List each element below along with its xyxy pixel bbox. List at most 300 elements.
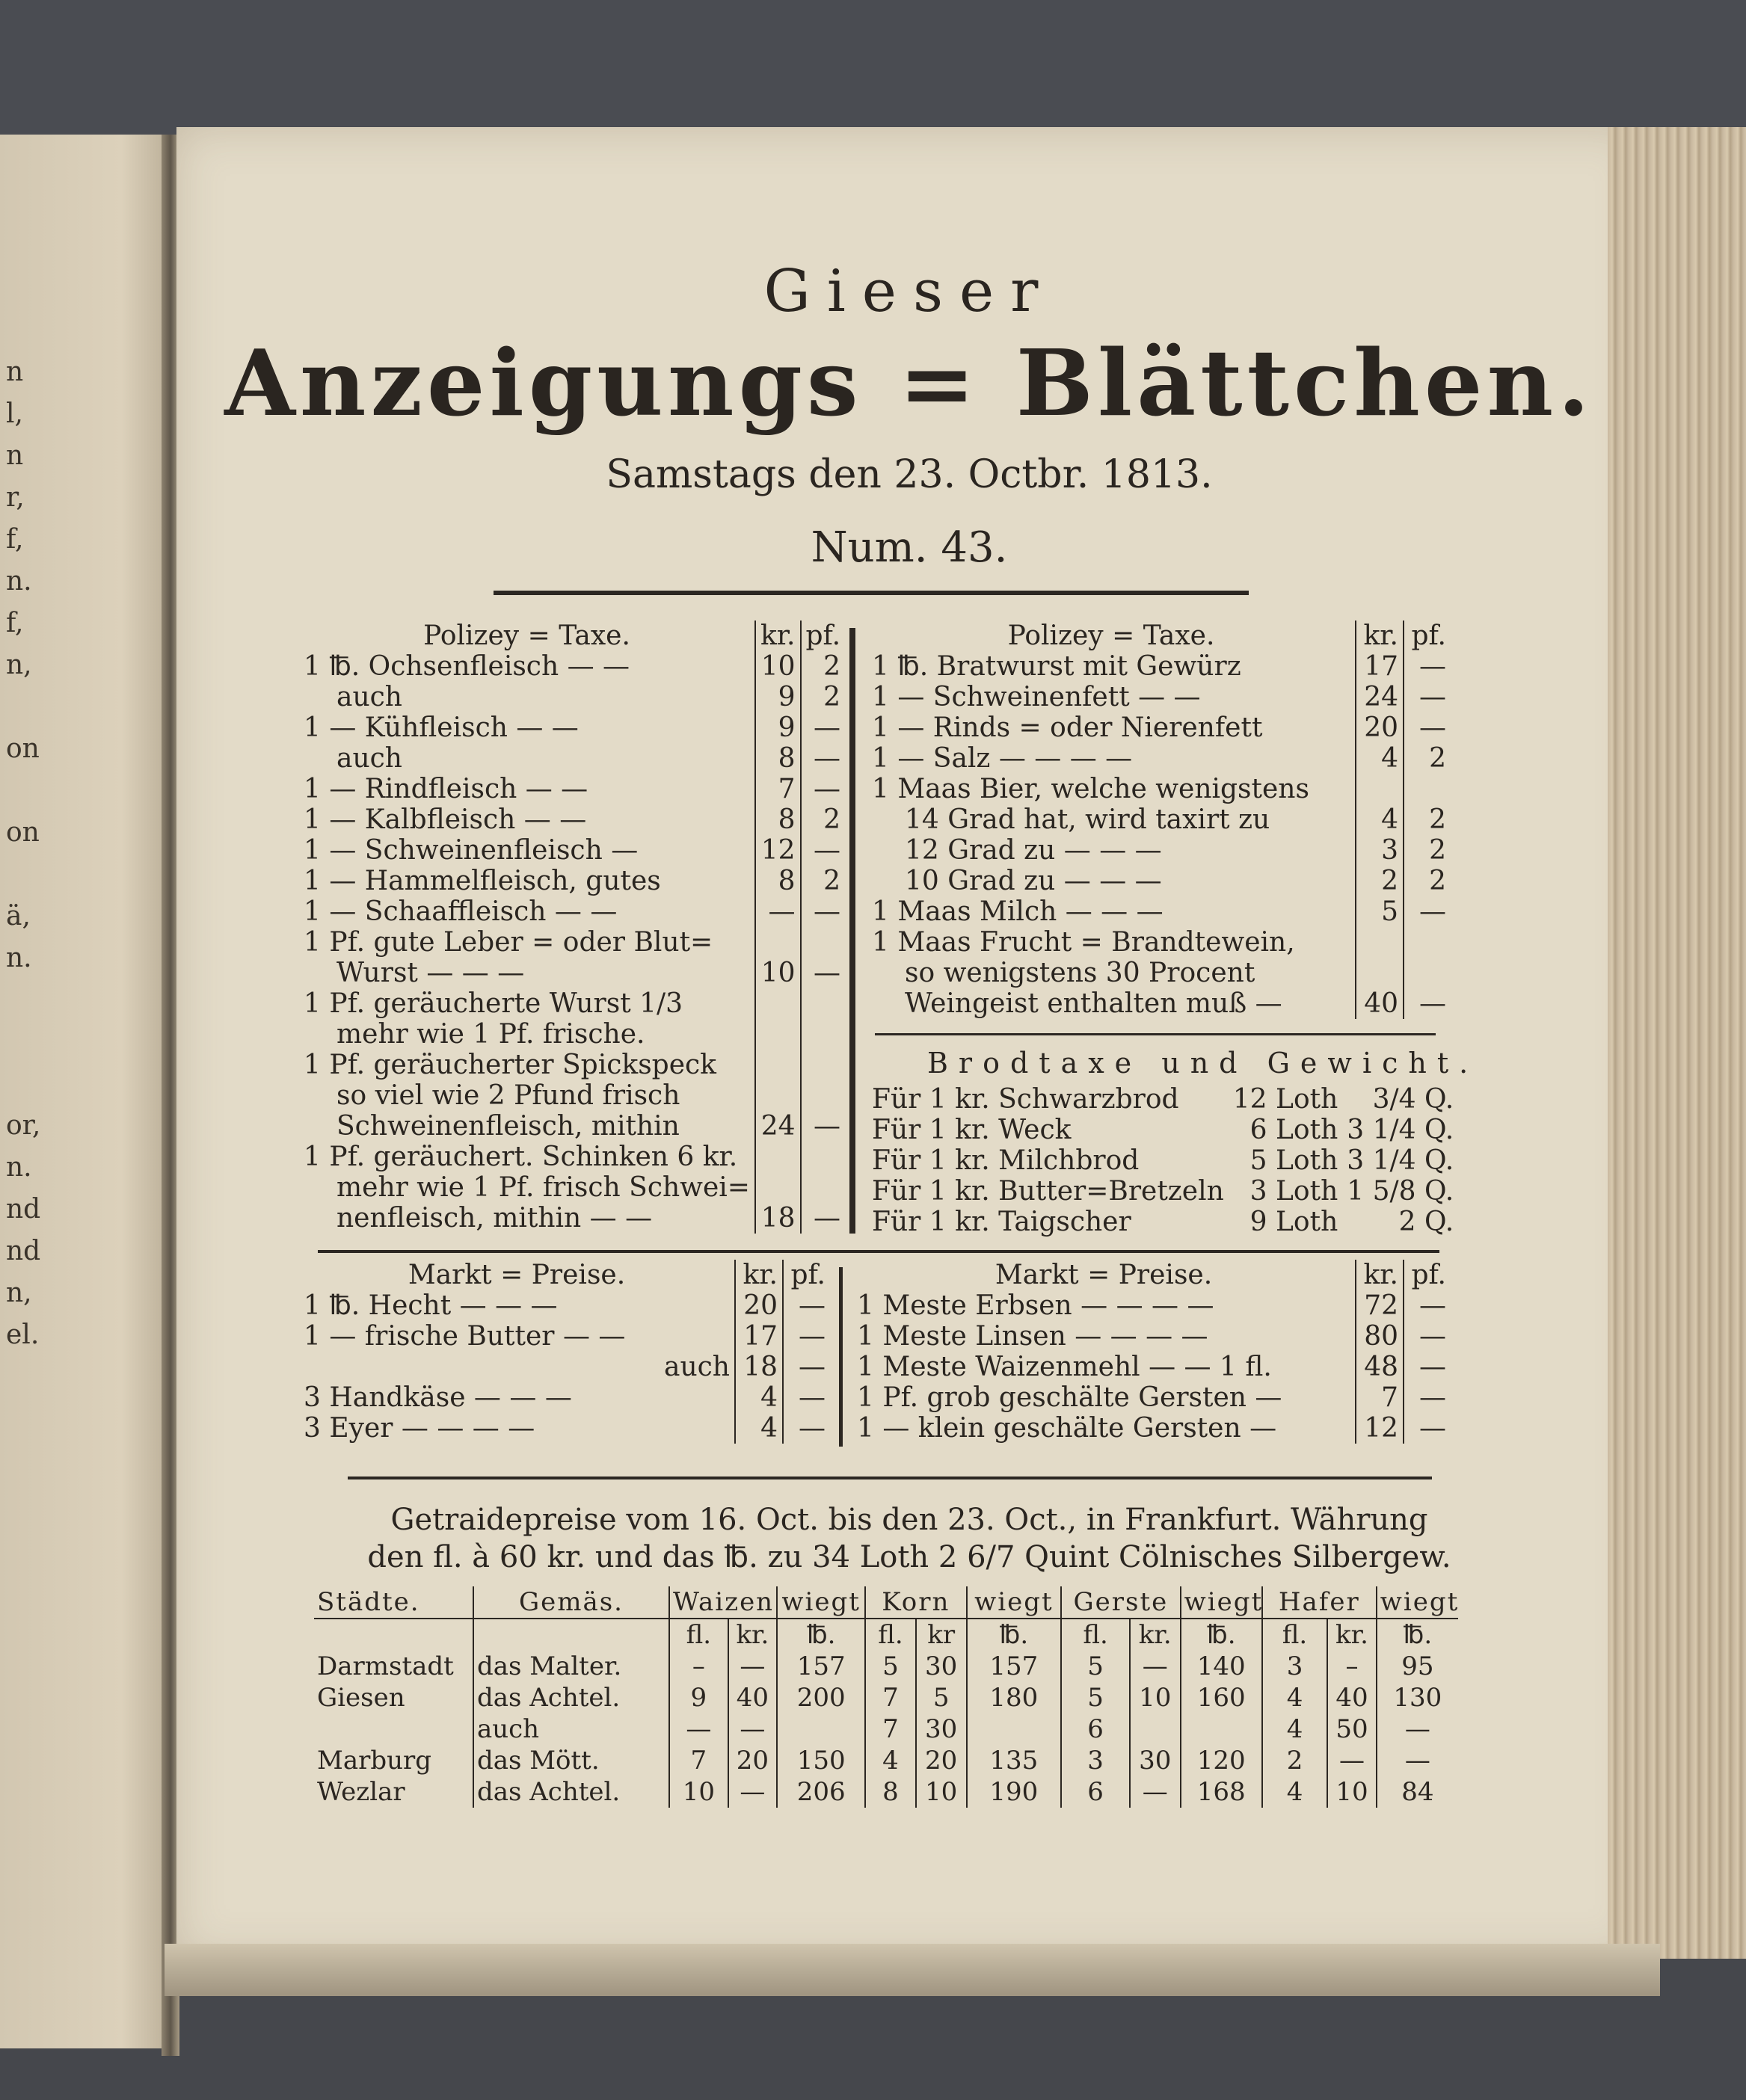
price-kr bbox=[755, 988, 801, 1019]
grain-value: 40 bbox=[1327, 1682, 1377, 1713]
item-label: 1 Pf. grob geschälte Gersten — bbox=[857, 1382, 1282, 1413]
price-pf: 2 bbox=[1404, 804, 1451, 835]
price-pf bbox=[801, 1172, 846, 1203]
bread-item: Für 1 kr. Weck bbox=[872, 1115, 1072, 1145]
left-page-fragment: r, bbox=[6, 482, 25, 513]
item-label: 1 Pf. geräucherte Wurst 1/3 bbox=[304, 988, 683, 1019]
section-title: Markt = Preise. bbox=[995, 1260, 1213, 1290]
unit-subheader: ℔. bbox=[777, 1619, 865, 1651]
item-label: 1 Maas Bier, welche wenigstens bbox=[872, 774, 1309, 804]
price-pf: 2 bbox=[1404, 866, 1451, 896]
grain-value: 50 bbox=[1327, 1713, 1377, 1745]
unit-subheader: kr. bbox=[1327, 1619, 1377, 1651]
city bbox=[314, 1713, 473, 1745]
price-pf: — bbox=[783, 1321, 830, 1352]
table-row bbox=[299, 1172, 845, 1203]
grain-value: 157 bbox=[777, 1651, 865, 1682]
price-pf: — bbox=[1404, 896, 1451, 927]
masthead-title: Anzeigungs = Blättchen. bbox=[224, 329, 1594, 437]
unit-subheader: ℔. bbox=[967, 1619, 1062, 1651]
grain-value: 157 bbox=[967, 1651, 1062, 1682]
price-kr: 18 bbox=[735, 1352, 783, 1382]
item-label: 1 — Rinds = oder Nierenfett bbox=[872, 712, 1263, 743]
price-kr: 24 bbox=[755, 1111, 801, 1142]
unit-pf: pf. bbox=[1404, 621, 1451, 651]
bread-weight-loth: 12 Loth bbox=[1232, 1084, 1338, 1115]
table-row bbox=[299, 743, 845, 774]
item-label: 1 Pf. geräucherter Spickspeck bbox=[304, 1050, 716, 1080]
table-row bbox=[299, 1080, 845, 1111]
item-label: so wenigstens 30 Procent bbox=[905, 958, 1255, 988]
item-label: 3 Handkäse — — — bbox=[304, 1382, 572, 1413]
price-kr: 12 bbox=[1356, 1413, 1404, 1444]
bread-weight-quint: 2 Q. bbox=[1398, 1207, 1454, 1237]
price-pf bbox=[801, 1019, 846, 1050]
item-label: 1 — Kühfleisch — — bbox=[304, 712, 579, 743]
item-label: 1 Maas Frucht = Brandtewein, bbox=[872, 927, 1295, 958]
section-title: Markt = Preise. bbox=[408, 1260, 626, 1290]
table-row bbox=[867, 712, 1451, 743]
item-label: Wurst — — — bbox=[336, 958, 525, 988]
table-row bbox=[867, 958, 1451, 988]
table-row bbox=[299, 1142, 845, 1172]
left-page-fragment bbox=[6, 770, 39, 812]
left-page-fragment: nd bbox=[6, 1236, 41, 1266]
price-pf: — bbox=[783, 1382, 830, 1413]
price-kr: 8 bbox=[755, 866, 801, 896]
masthead-date: Samstags den 23. Octbr. 1813. bbox=[606, 452, 1213, 497]
table-row bbox=[867, 835, 1451, 866]
price-kr: 10 bbox=[755, 651, 801, 682]
unit-kr: kr. bbox=[1356, 1260, 1404, 1290]
price-kr bbox=[1356, 927, 1404, 958]
polizey-taxe-right bbox=[867, 621, 1451, 1019]
item-label: 1 Maas Milch — — — bbox=[872, 896, 1164, 927]
grain-value: — bbox=[728, 1713, 778, 1745]
unit-pf: pf. bbox=[783, 1260, 830, 1290]
price-kr: 10 bbox=[755, 958, 801, 988]
grain-value: 168 bbox=[1181, 1776, 1262, 1808]
table-row bbox=[314, 1713, 1458, 1745]
table-row bbox=[299, 1352, 830, 1382]
getraide-line1: Getraidepreise vom 16. Oct. bis den 23. Oct., in Frankfurt. Währung bbox=[390, 1503, 1428, 1537]
price-pf bbox=[801, 1080, 846, 1111]
grain-value: 84 bbox=[1377, 1776, 1458, 1808]
grain-value: 190 bbox=[967, 1776, 1062, 1808]
price-pf: — bbox=[801, 743, 846, 774]
city: Giesen bbox=[317, 1683, 405, 1713]
table-row bbox=[867, 1145, 1458, 1176]
item-label: Schweinenfleisch, mithin bbox=[336, 1111, 680, 1142]
price-pf bbox=[801, 1142, 846, 1172]
left-page-fragment: ä, bbox=[6, 901, 31, 932]
masthead-rule bbox=[494, 591, 1249, 595]
markt-column-rule bbox=[839, 1267, 843, 1447]
unit-kr: kr. bbox=[755, 621, 801, 651]
price-pf: 2 bbox=[801, 866, 846, 896]
price-pf: 2 bbox=[1404, 743, 1451, 774]
price-kr: 17 bbox=[735, 1321, 783, 1352]
grain-value: 9 bbox=[669, 1682, 728, 1713]
bread-weight-loth: 3 Loth bbox=[1249, 1176, 1338, 1207]
unit-subheader: kr. bbox=[728, 1619, 778, 1651]
price-pf: — bbox=[1404, 1382, 1451, 1413]
grain-value: 20 bbox=[728, 1745, 778, 1776]
grain-value: 40 bbox=[728, 1682, 778, 1713]
bread-weight-loth: 9 Loth bbox=[1249, 1207, 1338, 1237]
price-pf: — bbox=[783, 1290, 830, 1321]
bread-weight-loth: 6 Loth bbox=[1249, 1115, 1338, 1145]
grain-value: 140 bbox=[1181, 1651, 1262, 1682]
item-label: 1 — Schaaffleisch — — bbox=[304, 896, 618, 927]
city: Marburg bbox=[317, 1746, 432, 1776]
unit-pf: pf. bbox=[801, 621, 846, 651]
grain-value: — bbox=[1130, 1776, 1181, 1808]
price-kr: 8 bbox=[755, 743, 801, 774]
table-row bbox=[867, 774, 1451, 804]
grain-value: 4 bbox=[865, 1745, 916, 1776]
masthead-number: Num. 43. bbox=[811, 523, 1008, 572]
masthead-line1: Gieser bbox=[763, 258, 1055, 325]
item-label: 1 ℔. Bratwurst mit Gewürz bbox=[872, 651, 1241, 682]
price-pf: — bbox=[1404, 1290, 1451, 1321]
grain-value: 10 bbox=[1327, 1776, 1377, 1808]
grain-value: 5 bbox=[1061, 1682, 1130, 1713]
table-row bbox=[867, 682, 1451, 712]
table-row bbox=[867, 1115, 1458, 1145]
left-page-fragment: n bbox=[6, 440, 24, 471]
table-row bbox=[299, 866, 845, 896]
price-pf: — bbox=[1404, 1413, 1451, 1444]
left-page-fragment: n, bbox=[6, 1278, 32, 1308]
city: Darmstadt bbox=[317, 1651, 454, 1681]
unit-subheader: kr. bbox=[1130, 1619, 1181, 1651]
unit-subheader: fl. bbox=[1262, 1619, 1327, 1651]
price-kr: — bbox=[755, 896, 801, 927]
unit-subheader: fl. bbox=[865, 1619, 916, 1651]
header-hafer: Hafer bbox=[1262, 1586, 1377, 1619]
grain-value: — bbox=[1130, 1651, 1181, 1682]
table-row bbox=[867, 1084, 1458, 1115]
price-kr: 4 bbox=[1356, 804, 1404, 835]
price-kr: 4 bbox=[1356, 743, 1404, 774]
grain-value: 130 bbox=[1377, 1682, 1458, 1713]
unit-subheader: ℔. bbox=[1377, 1619, 1458, 1651]
price-kr: 20 bbox=[735, 1290, 783, 1321]
item-label: mehr wie 1 Pf. frische. bbox=[336, 1019, 645, 1050]
measure: auch bbox=[473, 1713, 669, 1745]
unit-subheader: ℔. bbox=[1181, 1619, 1262, 1651]
price-pf bbox=[801, 927, 846, 958]
price-kr bbox=[755, 1050, 801, 1080]
price-kr: 5 bbox=[1356, 896, 1404, 927]
price-pf: — bbox=[801, 835, 846, 866]
price-pf bbox=[1404, 774, 1451, 804]
unit-kr: kr. bbox=[1356, 621, 1404, 651]
price-pf: — bbox=[783, 1352, 830, 1382]
price-kr bbox=[1356, 774, 1404, 804]
section-title: Polizey = Taxe. bbox=[423, 621, 630, 651]
price-kr bbox=[755, 1019, 801, 1050]
price-kr: 80 bbox=[1356, 1321, 1404, 1352]
table-row bbox=[299, 988, 845, 1019]
table-row bbox=[867, 804, 1451, 835]
price-pf: 2 bbox=[801, 682, 846, 712]
grain-value: 180 bbox=[967, 1682, 1062, 1713]
table-row bbox=[299, 1382, 830, 1413]
table-row bbox=[299, 958, 845, 988]
header-waizen-wiegt: wiegt bbox=[777, 1586, 865, 1619]
grain-value: 5 bbox=[1061, 1651, 1130, 1682]
header-korn: Korn bbox=[865, 1586, 966, 1619]
table-row bbox=[852, 1382, 1451, 1413]
grain-value: 4 bbox=[1262, 1682, 1327, 1713]
grain-value: 10 bbox=[916, 1776, 967, 1808]
getraide-line2: den fl. à 60 kr. und das ℔. zu 34 Loth 2 6/7 Quint Cölnisches Silbergew. bbox=[367, 1540, 1451, 1574]
price-kr: 7 bbox=[1356, 1382, 1404, 1413]
grain-value: 8 bbox=[865, 1776, 916, 1808]
bread-item: Für 1 kr. Butter=Bretzeln bbox=[872, 1176, 1224, 1207]
header-hafer-wiegt: wiegt bbox=[1377, 1586, 1458, 1619]
grain-value: — bbox=[728, 1651, 778, 1682]
price-kr: 7 bbox=[755, 774, 801, 804]
price-kr bbox=[755, 927, 801, 958]
item-label: 10 Grad zu — — — bbox=[905, 866, 1162, 896]
table-row bbox=[867, 988, 1451, 1019]
grain-value: — bbox=[728, 1776, 778, 1808]
grain-value: 7 bbox=[865, 1682, 916, 1713]
item-label: 1 Pf. gute Leber = oder Blut= bbox=[304, 927, 713, 958]
price-pf: — bbox=[801, 1111, 846, 1142]
grain-value bbox=[777, 1713, 865, 1745]
price-pf: — bbox=[801, 958, 846, 988]
price-pf: 2 bbox=[801, 804, 846, 835]
left-page-fragment: or, bbox=[6, 1110, 41, 1141]
price-kr bbox=[755, 1172, 801, 1203]
left-page-fragment bbox=[6, 979, 39, 1021]
grain-value: 200 bbox=[777, 1682, 865, 1713]
price-pf: — bbox=[783, 1413, 830, 1444]
left-page-fragment: on bbox=[6, 817, 40, 848]
item-label: 14 Grad hat, wird taxirt zu bbox=[905, 804, 1270, 835]
item-label: 3 Eyer — — — — bbox=[304, 1413, 535, 1444]
brodtaxe-table bbox=[867, 1084, 1458, 1237]
measure: das Achtel. bbox=[473, 1776, 669, 1808]
table-row bbox=[299, 682, 845, 712]
price-kr: 2 bbox=[1356, 866, 1404, 896]
unit-subheader: fl. bbox=[669, 1619, 728, 1651]
price-pf: 2 bbox=[1404, 835, 1451, 866]
getraide-rule bbox=[348, 1477, 1432, 1479]
price-pf: — bbox=[1404, 712, 1451, 743]
grain-value: 7 bbox=[669, 1745, 728, 1776]
item-label: auch bbox=[664, 1352, 730, 1382]
table-row bbox=[314, 1745, 1458, 1776]
getraide-table bbox=[314, 1586, 1458, 1808]
grain-value: — bbox=[669, 1713, 728, 1745]
grain-value: 20 bbox=[916, 1745, 967, 1776]
item-label: 12 Grad zu — — — bbox=[905, 835, 1162, 866]
price-kr bbox=[755, 1080, 801, 1111]
item-label: auch bbox=[336, 743, 402, 774]
table-row bbox=[299, 927, 845, 958]
price-kr: 3 bbox=[1356, 835, 1404, 866]
price-pf bbox=[1404, 927, 1451, 958]
left-page-fragment: el. bbox=[6, 1320, 40, 1350]
grain-value: 10 bbox=[1130, 1682, 1181, 1713]
bread-weight-quint: 3 1/4 Q. bbox=[1347, 1145, 1454, 1176]
price-kr: 72 bbox=[1356, 1290, 1404, 1321]
grain-value: 4 bbox=[1262, 1713, 1327, 1745]
unit-kr: kr. bbox=[735, 1260, 783, 1290]
price-kr: 17 bbox=[1356, 651, 1404, 682]
unit-subheader: fl. bbox=[1061, 1619, 1130, 1651]
item-label: 1 — Schweinenfleisch — bbox=[304, 835, 639, 866]
left-page-text-fragments bbox=[6, 351, 39, 1356]
table-row bbox=[867, 1176, 1458, 1207]
price-pf: — bbox=[1404, 988, 1451, 1019]
grain-value: 4 bbox=[1262, 1776, 1327, 1808]
price-pf: 2 bbox=[801, 651, 846, 682]
left-page-fragment bbox=[6, 854, 39, 896]
grain-value bbox=[1181, 1713, 1262, 1745]
left-page-fragment: n. bbox=[6, 1152, 32, 1183]
table-row bbox=[299, 774, 845, 804]
item-label: 1 — klein geschälte Gersten — bbox=[857, 1413, 1277, 1444]
subheader-row bbox=[314, 1619, 1458, 1651]
header-korn-wiegt: wiegt bbox=[967, 1586, 1062, 1619]
price-kr: 4 bbox=[735, 1382, 783, 1413]
table-row bbox=[314, 1776, 1458, 1808]
header-gerste-wiegt: wiegt bbox=[1181, 1586, 1262, 1619]
left-page-fragment bbox=[6, 1063, 39, 1105]
grain-value: 3 bbox=[1262, 1651, 1327, 1682]
header-waizen: Waizen bbox=[669, 1586, 777, 1619]
item-label: 1 ℔. Ochsenfleisch — — bbox=[304, 651, 630, 682]
grain-value: 5 bbox=[916, 1682, 967, 1713]
price-pf: — bbox=[1404, 1321, 1451, 1352]
table-row bbox=[867, 1207, 1458, 1237]
left-page-fragment: nd bbox=[6, 1194, 41, 1225]
table-row bbox=[867, 651, 1451, 682]
polizey-taxe-left bbox=[299, 621, 845, 1234]
bread-item: Für 1 kr. Taigscher bbox=[872, 1207, 1131, 1237]
left-page-fragment: l, bbox=[6, 398, 23, 429]
table-row bbox=[299, 1290, 830, 1321]
item-label: 1 — Salz — — — — bbox=[872, 743, 1133, 774]
table-row bbox=[299, 1019, 845, 1050]
grain-value: 150 bbox=[777, 1745, 865, 1776]
left-page-fragment: f, bbox=[6, 524, 24, 555]
price-pf: — bbox=[801, 896, 846, 927]
price-pf bbox=[1404, 958, 1451, 988]
price-pf: — bbox=[1404, 682, 1451, 712]
unit-pf: pf. bbox=[1404, 1260, 1451, 1290]
table-row bbox=[299, 651, 845, 682]
item-label: 1 — Hammelfleisch, gutes bbox=[304, 866, 661, 896]
price-kr: 48 bbox=[1356, 1352, 1404, 1382]
left-page-fragment: f, bbox=[6, 608, 24, 638]
item-label: auch bbox=[336, 682, 402, 712]
price-kr bbox=[755, 1142, 801, 1172]
background bbox=[0, 0, 1746, 142]
price-kr: 40 bbox=[1356, 988, 1404, 1019]
grain-value: — bbox=[1377, 1745, 1458, 1776]
item-label: nenfleisch, mithin — — bbox=[336, 1203, 653, 1234]
table-row bbox=[299, 1203, 845, 1234]
left-page-fragment bbox=[6, 686, 39, 728]
grain-value: 30 bbox=[916, 1651, 967, 1682]
grain-value: 95 bbox=[1377, 1651, 1458, 1682]
grain-value: 206 bbox=[777, 1776, 865, 1808]
price-kr: 9 bbox=[755, 712, 801, 743]
item-label: 1 — Rindfleisch — — bbox=[304, 774, 588, 804]
bread-weight-quint: 3 1/4 Q. bbox=[1347, 1115, 1454, 1145]
blank-cell bbox=[473, 1619, 669, 1651]
section-title: Polizey = Taxe. bbox=[1007, 621, 1215, 651]
grain-value bbox=[1130, 1713, 1181, 1745]
table-row bbox=[314, 1682, 1458, 1713]
table-row bbox=[299, 712, 845, 743]
grain-value: — bbox=[1327, 1745, 1377, 1776]
grain-value bbox=[967, 1713, 1062, 1745]
measure: das Mött. bbox=[473, 1745, 669, 1776]
price-kr: 20 bbox=[1356, 712, 1404, 743]
grain-value: 7 bbox=[865, 1713, 916, 1745]
item-label: mehr wie 1 Pf. frisch Schwei= bbox=[336, 1172, 750, 1203]
center-column-rule bbox=[849, 628, 855, 1234]
header-staedte: Städte. bbox=[314, 1586, 473, 1619]
table-row bbox=[852, 1413, 1451, 1444]
measure: das Malter. bbox=[473, 1651, 669, 1682]
price-kr: 8 bbox=[755, 804, 801, 835]
markt-rule bbox=[318, 1250, 1439, 1253]
bread-item: Für 1 kr. Schwarzbrod bbox=[872, 1084, 1179, 1115]
grain-value: 30 bbox=[916, 1713, 967, 1745]
table-row bbox=[299, 835, 845, 866]
item-label: 1 — Schweinenfett — — bbox=[872, 682, 1201, 712]
grain-value: — bbox=[1377, 1713, 1458, 1745]
price-kr: 4 bbox=[735, 1413, 783, 1444]
brodtaxe-rule bbox=[875, 1033, 1436, 1035]
grain-value: 6 bbox=[1061, 1776, 1130, 1808]
price-pf bbox=[801, 988, 846, 1019]
price-pf: — bbox=[801, 1203, 846, 1234]
price-pf: — bbox=[1404, 651, 1451, 682]
left-page-fragment: n. bbox=[6, 566, 32, 597]
item-label: 1 Pf. geräuchert. Schinken 6 kr. bbox=[304, 1142, 738, 1172]
bread-weight-quint: 1 5/8 Q. bbox=[1347, 1176, 1454, 1207]
price-pf: — bbox=[801, 774, 846, 804]
item-label: so viel wie 2 Pfund frisch bbox=[336, 1080, 680, 1111]
table-row bbox=[314, 1651, 1458, 1682]
left-page-fragment: n. bbox=[6, 943, 32, 973]
table-row bbox=[299, 1111, 845, 1142]
measure: das Achtel. bbox=[473, 1682, 669, 1713]
brodtaxe-title: Brodtaxe und Gewicht. bbox=[927, 1047, 1479, 1080]
price-kr: 12 bbox=[755, 835, 801, 866]
item-label: 1 ℔. Hecht — — — bbox=[304, 1290, 558, 1321]
grain-value: 10 bbox=[669, 1776, 728, 1808]
page-bottom-edge bbox=[165, 1944, 1660, 1996]
table-row bbox=[867, 896, 1451, 927]
header-gerste: Gerste bbox=[1061, 1586, 1180, 1619]
left-page-fragment: n bbox=[6, 357, 24, 387]
price-pf: — bbox=[1404, 1352, 1451, 1382]
item-label: Weingeist enthalten muß — bbox=[905, 988, 1282, 1019]
price-pf: — bbox=[801, 712, 846, 743]
grain-value: 120 bbox=[1181, 1745, 1262, 1776]
